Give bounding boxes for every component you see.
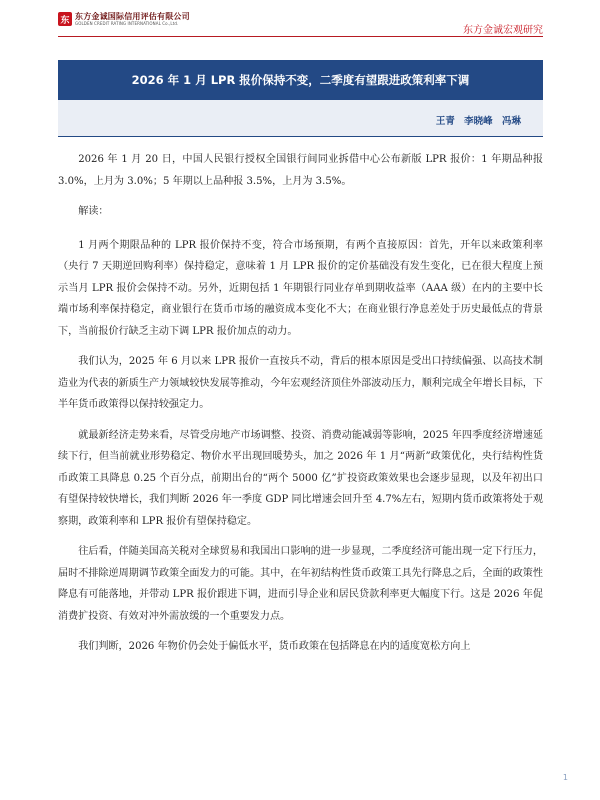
paragraph-policy-view: 我们认为，2025 年 6 月以来 LPR 报价一直按兵不动，背后的根本原因是受出口持续偏强、以高技术制造业为代表的新质生产力领域较快发展等推动，今年宏观经济顶住外部波动压力，顺利完成全年增长目标，下半年货币政策得以保持较强定力。	[58, 356, 543, 410]
org-name-cn: 东方金诚国际信用评估有限公司	[75, 11, 190, 21]
header-divider	[58, 36, 543, 37]
author-name: 王青	[435, 116, 455, 127]
paragraph-judgement: 我们判断，2026 年物价仍会处于偏低水平，货币政策在包括降息在内的适度宽松方向上	[78, 641, 471, 652]
paragraph-interpretation-label: 解读：	[78, 206, 109, 217]
author-name: 冯琳	[501, 116, 521, 127]
logo-text	[75, 13, 190, 26]
report-title: 2026 年 1 月 LPR 报价保持不变，二季度有望跟进政策利率下调	[58, 60, 543, 100]
logo-mark-icon: 东	[58, 12, 72, 26]
page-number: 1	[562, 773, 568, 782]
paragraph-economy: 就最新经济走势来看，尽管受房地产市场调整、投资、消费动能减弱等影响，2025 年四季度经济增速延续下行，但当前就业形势稳定、物价水平出现回暖势头，加之 2026 年 1 月“两新”政策优化，央行结构性货币政策工具降息 0.25 个百分点，前期出台的“两个 5000 亿”扩投资政策效果也会逐步显现，以及年初出口有望保持较快增长，我们判断 2026 年一季度 GDP 同比增速会回升至 4.7%左右，短期内货币政策将处于观察期，政策利率和 LPR 报价有望保持稳定。	[58, 429, 543, 527]
paragraph-outlook: 往后看，伴随美国高关税对全球贸易和我国出口影响的进一步显现，二季度经济可能出现一定下行压力，届时不排除逆周期调节政策全面发力的可能。其中，在年初结构性货币政策工具先行降息之后，全面的政策性降息有可能落地，并带动 LPR 报价跟进下调，进而引导企业和居民贷款利率更大幅度下行。这是 2026 年促消费扩投资、有效对冲外需放缓的一个重要发力点。	[58, 546, 543, 622]
paragraph-announcement: 2026 年 1 月 20 日，中国人民银行授权全国银行间同业拆借中心公布新版 LPR 报价：1 年期品种报 3.0%，上月为 3.0%；5 年期以上品种报 3.5%，上月为 3.5%。	[58, 154, 543, 187]
brand-label: 东方金诚宏观研究	[463, 25, 543, 36]
authors-band	[58, 100, 543, 137]
authors-list	[430, 113, 521, 127]
org-name-en: GOLDEN CREDIT RATING INTERNATIONAL Co.,Ltd.	[75, 20, 179, 26]
paragraph-reasons: 1 月两个期限品种的 LPR 报价保持不变，符合市场预期，有两个直接原因：首先，开年以来政策利率（央行 7 天期逆回购利率）保持稳定，意味着 1 月 LPR 报价的定价基础没有发生变化，已在很大程度上预示当月 LPR 报价会保持不动。另外，近期包括 1 年期银行同业存单到期收益率（AAA 级）在内的主要中长端市场利率保持稳定，商业银行在货币市场的融资成本变化不大；在商业银行净息差处于历史最低点的背景下，当前报价行缺乏主动下调 LPR 报价加点的动力。	[58, 239, 543, 337]
company-logo	[58, 12, 190, 26]
page-header	[0, 0, 600, 40]
report-body	[58, 149, 543, 667]
author-name: 李晓峰	[464, 116, 493, 127]
